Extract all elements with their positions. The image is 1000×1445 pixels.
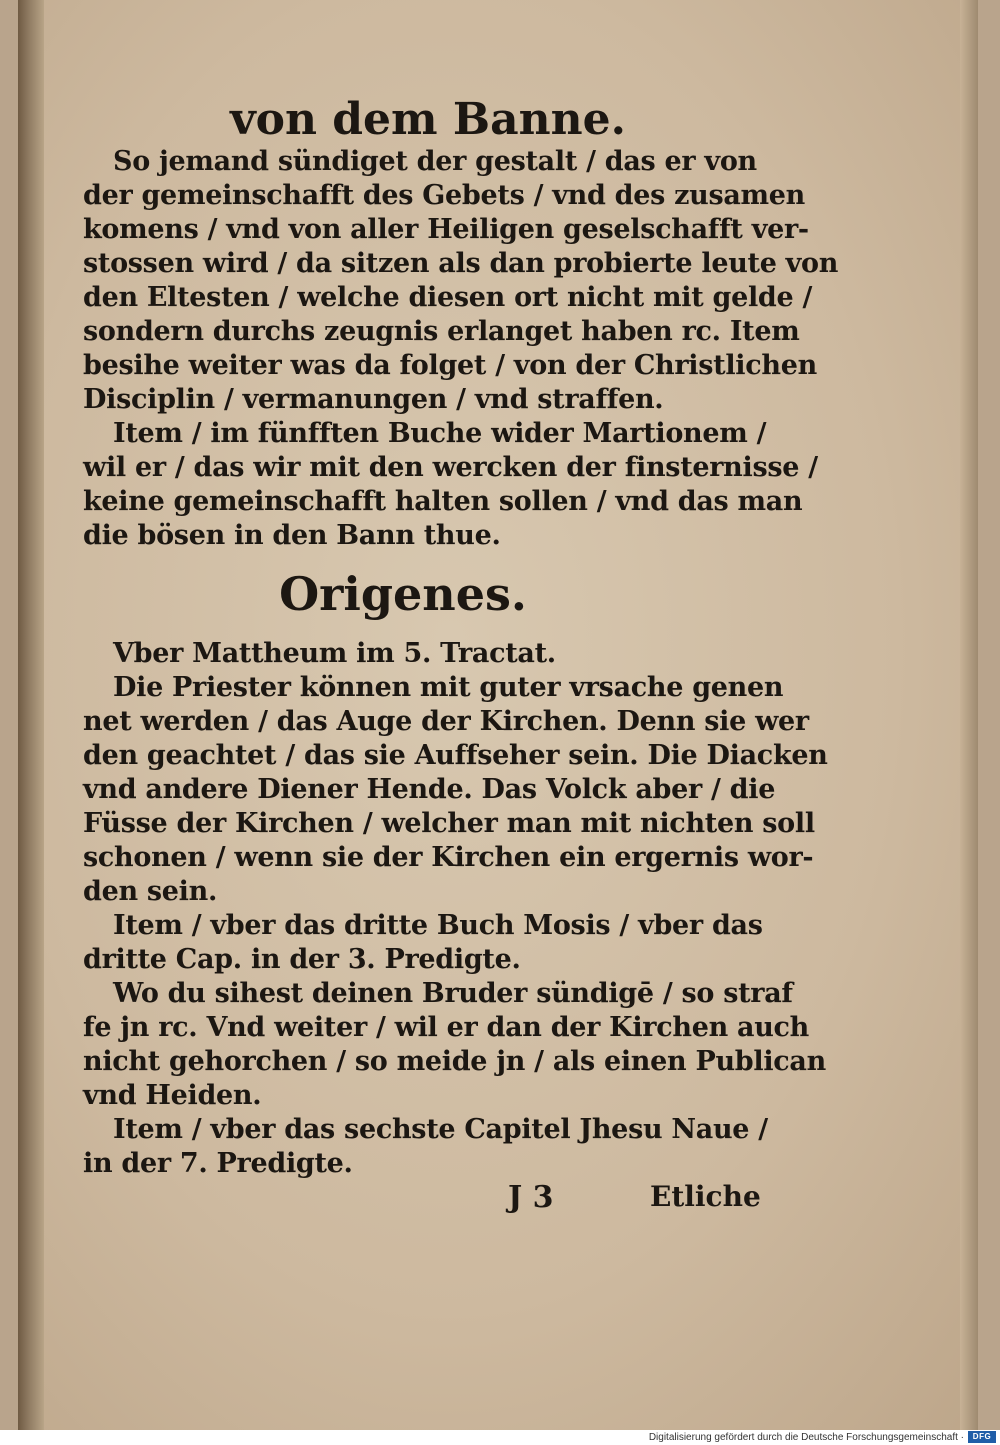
text-line: nicht gehorchen / so meide jn / als einen Publican [83,1046,826,1077]
signature-mark: J 3 [508,1180,554,1215]
book-gutter [18,0,44,1430]
funding-credit: Digitalisierung gefördert durch die Deutsche Forschungsgemeinschaft · [648,1432,964,1443]
text-line: keine gemeinschafft halten sollen / vnd das man [83,486,803,517]
text-line: Item / vber das dritte Buch Mosis / vber das [113,910,763,941]
catchword: Etliche [650,1180,761,1213]
page-edge [960,0,978,1430]
text-line: fe jn rc. Vnd weiter / wil er dan der Kirchen auch [83,1012,809,1043]
text-line: besihe weiter was da folget / von der Christlichen [83,350,817,381]
text-line: sondern durchs zeugnis erlanget haben rc. Item [83,316,800,347]
text-line: vnd andere Diener Hende. Das Volck aber / die [83,774,776,805]
text-line: komens / vnd von aller Heiligen geselschafft ver- [83,214,809,245]
footer-bar [0,1430,1000,1445]
text-line: dritte Cap. in der 3. Predigte. [83,944,521,975]
text-line: Item / vber das sechste Capitel Jhesu Naue / [113,1114,768,1145]
text-line: in der 7. Predigte. [83,1148,353,1179]
text-line: der gemeinschafft des Gebets / vnd des zusamen [83,180,806,211]
text-line: net werden / das Auge der Kirchen. Denn sie wer [83,706,809,737]
text-line: So jemand sündiget der gestalt / das er von [113,146,757,177]
text-line: wil er / das wir mit den wercken der finsternisse / [83,452,818,483]
text-line: vnd Heiden. [83,1080,262,1111]
paper-page [18,0,978,1430]
text-line: stossen wird / da sitzen als dan probierte leute von [83,248,839,279]
section-heading-origenes: Origenes. [279,567,527,621]
text-line: den Eltesten / welche diesen ort nicht mit gelde / [83,282,813,313]
text-line: die bösen in den Bann thue. [83,520,501,551]
section-heading-banne: von dem Banne. [230,94,626,145]
text-line: Vber Mattheum im 5. Tractat. [113,638,556,669]
text-line: Wo du sihest deinen Bruder sündigē / so straf [113,978,793,1009]
text-line: den geachtet / das sie Auffseher sein. Die Diacken [83,740,828,771]
text-line: Item / im fünfften Buche wider Martionem / [113,418,767,449]
text-line: Die Priester können mit guter vrsache genen [113,672,784,703]
text-line: Disciplin / vermanungen / vnd straffen. [83,384,664,415]
text-line: Füsse der Kirchen / welcher man mit nichten soll [83,808,815,839]
text-line: den sein. [83,876,218,907]
dfg-logo-icon: DFG [968,1431,996,1443]
text-line: schonen / wenn sie der Kirchen ein ergernis wor- [83,842,814,873]
